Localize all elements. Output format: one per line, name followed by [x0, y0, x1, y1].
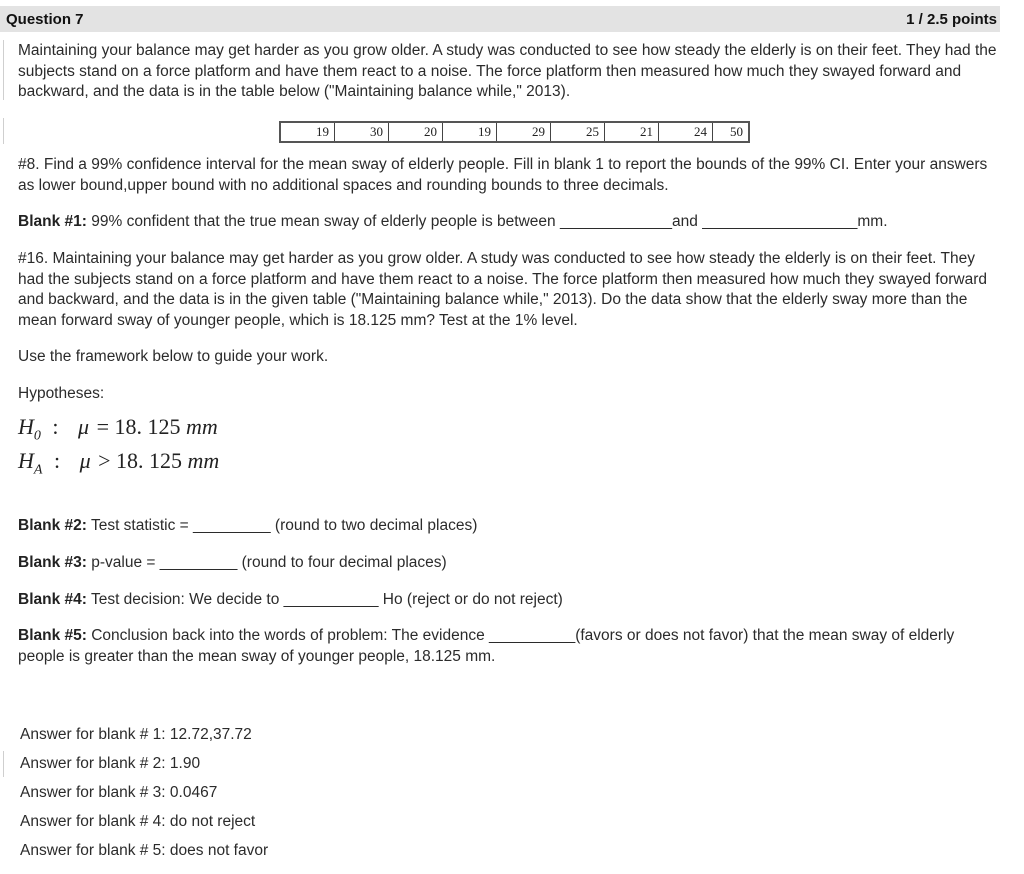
table-cell: 30: [335, 122, 389, 142]
table-cell: 24: [659, 122, 713, 142]
question-8-text: #8. Find a 99% confidence interval for the mean sway of elderly people. Fill in blank 1 to report the bounds of the 99% CI. Enter your answers as lower bound,upper bound with no additional spaces and rounding bounds to three decimals.: [18, 156, 988, 194]
blank-text: 99% confident that the true mean sway of elderly people is between _____________and __________________mm.: [91, 213, 888, 230]
framework-text: Use the framework below to guide your work.: [18, 348, 329, 365]
left-border: [3, 40, 4, 100]
h-subscript: A: [33, 462, 43, 478]
table-cell: 19: [280, 122, 335, 142]
alternative-hypothesis: [18, 448, 219, 478]
null-hypothesis: [18, 414, 218, 444]
table-cell: 20: [389, 122, 443, 142]
hypothesis-value: 18. 125: [116, 448, 183, 473]
answer-blank-5: Answer for blank # 5: does not favor: [20, 842, 269, 859]
answer-blank-1: Answer for blank # 1: 12.72,37.72: [20, 726, 252, 743]
hypothesis-value: 18. 125: [114, 414, 181, 439]
left-border: [3, 751, 4, 777]
answer-blank-3: Answer for blank # 3: 0.0467: [20, 784, 218, 801]
table-cell: 29: [497, 122, 551, 142]
table-cell: 25: [551, 122, 605, 142]
mu-symbol: μ: [79, 448, 91, 473]
question-16-text: #16. Maintaining your balance may get harder as you grow older. A study was conducted to see how steady the elderly is on their feet. They had the subjects stand on a force platform and have them react to a noise. The force platform then measured how much they swayed forward and backward, and the data is in the given table ("Maintaining balance while," 2013). Do the data show that the elderly sway more than the mean forward sway of younger people, which is 18.125 mm? Test at the 1% level.: [18, 250, 987, 329]
blank-2-line: [18, 516, 1000, 537]
h-subscript: 0: [33, 428, 41, 444]
sway-data-table: [279, 121, 750, 143]
blank-text: Test decision: We decide to ___________ Ho (reject or do not reject): [90, 591, 563, 608]
blank-label: Blank #1:: [18, 213, 87, 230]
blank-text: Test statistic = _________ (round to two decimal places): [90, 517, 478, 534]
table-cell: 21: [605, 122, 659, 142]
question-title: Question 7: [6, 10, 84, 28]
table-cell: 50: [713, 122, 750, 142]
table-cell: 19: [443, 122, 497, 142]
h-symbol: H: [18, 448, 34, 473]
colon: :: [52, 414, 59, 439]
mu-symbol: μ: [78, 414, 90, 439]
unit: mm: [185, 414, 218, 439]
blank-label: Blank #3:: [18, 554, 87, 571]
question-points: 1 / 2.5 points: [906, 10, 997, 28]
left-border: [3, 118, 4, 144]
answer-blank-4: Answer for blank # 4: do not reject: [20, 813, 256, 830]
hypotheses-label: Hypotheses:: [18, 385, 105, 402]
blank-4-line: [18, 590, 1000, 611]
blank-label: Blank #5:: [18, 627, 87, 644]
question-header: [0, 6, 1000, 32]
unit: mm: [187, 448, 220, 473]
blank-label: Blank #2:: [18, 517, 87, 534]
intro-paragraph: Maintaining your balance may get harder as you grow older. A study was conducted to see how steady the elderly is on their feet. They had the subjects stand on a force platform and have them react to a noise. The force platform then measured how much they swayed forward and backward, and the data is in the table below ("Maintaining balance while," 2013).: [18, 42, 997, 100]
blank-5-line: [18, 626, 1000, 667]
operator: =: [96, 414, 109, 439]
colon: :: [53, 448, 61, 473]
blank-label: Blank #4:: [18, 591, 87, 608]
blank-text: p-value = _________ (round to four decimal places): [91, 554, 447, 571]
operator: >: [98, 448, 111, 473]
answer-blank-2: Answer for blank # 2: 1.90: [20, 755, 201, 772]
h-symbol: H: [18, 414, 34, 439]
blank-3-line: [18, 553, 1000, 574]
blank-text: Conclusion back into the words of problem: The evidence __________(favors or does not favor) that the mean sway of elderly people is greater than the mean sway of younger people, 18.125 mm.: [18, 627, 955, 665]
blank-1-line: [18, 212, 1000, 233]
